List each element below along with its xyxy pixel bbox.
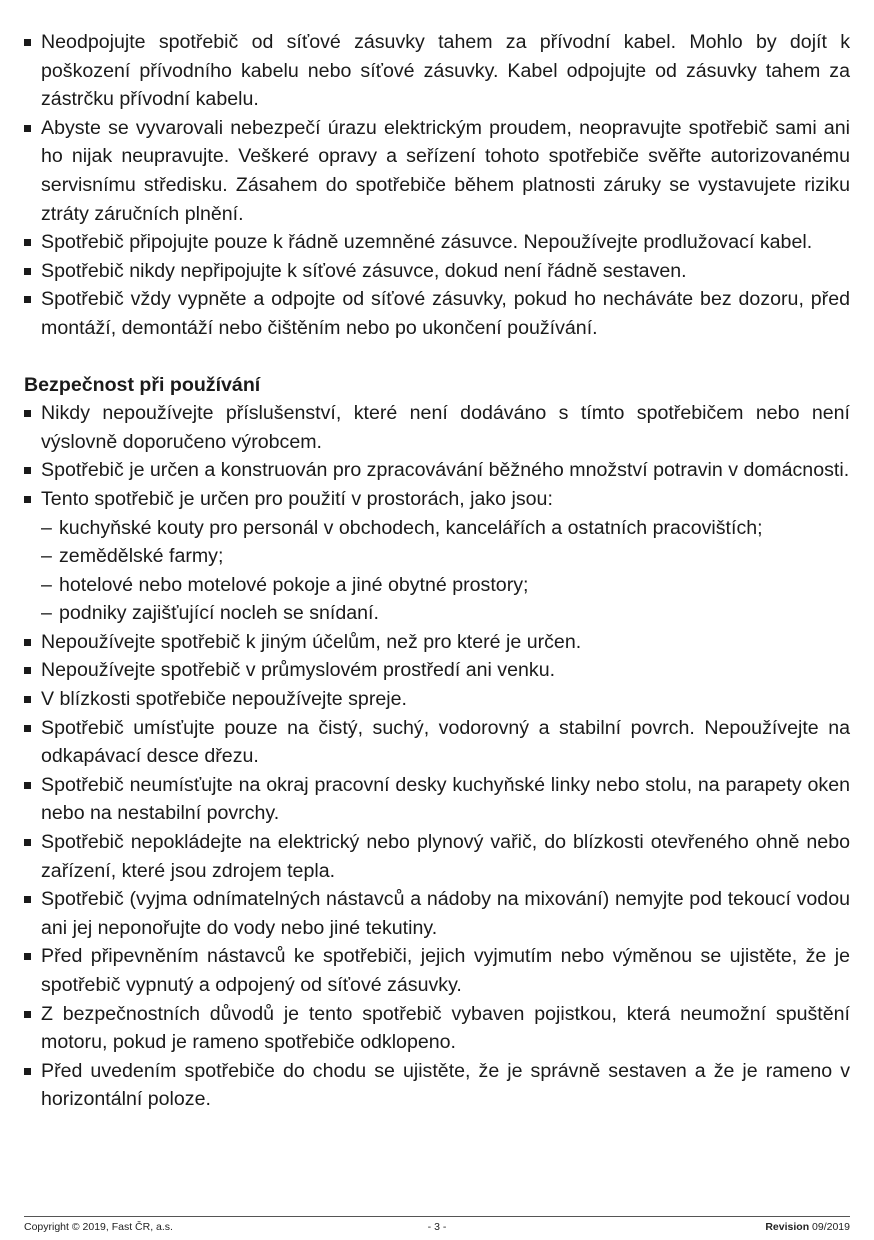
list-item: Abyste se vyvarovali nebezpečí úrazu elektrickým proudem, neopravujte spotřebič sami ani ho nijak neupravujte. Veškeré opravy a seřízení tohoto spotřebiče svěřte autorizovanému servisnímu středisku. Zásahem do spotřebiče během platnosti záruky se vystavujete riziku ztráty záručních plnění. <box>24 114 850 228</box>
list-item: Z bezpečnostních důvodů je tento spotřebič vybaven pojistkou, která neumožní spuštění motoru, pokud je rameno spotřebiče odklopeno. <box>24 1000 850 1057</box>
sub-list-item <box>41 599 850 628</box>
revision-info <box>765 1220 850 1234</box>
list-item: Spotřebič vždy vypněte a odpojte od síťové zásuvky, pokud ho necháváte bez dozoru, před montáží, demontáží nebo čištěním nebo po ukončení používání. <box>24 285 850 342</box>
dash-marker: – <box>41 602 52 625</box>
document-body <box>24 28 850 1114</box>
sub-list-item <box>41 514 850 543</box>
list-item: Spotřebič neumísťujte na okraj pracovní desky kuchyňské linky nebo stolu, na parapety oken nebo na nestabilní povrchy. <box>24 771 850 828</box>
usage-intro-text: Tento spotřebič je určen pro použití v prostorách, jako jsou: <box>41 487 553 510</box>
revision-label: Revision <box>765 1221 810 1233</box>
list-item: Neodpojujte spotřebič od síťové zásuvky tahem za přívodní kabel. Mohlo by dojít k poškození přívodního kabelu nebo síťové zásuvky. Kabel odpojujte od zásuvky tahem za zástrčku přívodní kabelu. <box>24 28 850 114</box>
dash-marker: – <box>41 545 52 568</box>
list-item: Před připevněním nástavců ke spotřebiči, jejich vyjmutím nebo výměnou se ujistěte, že je spotřebič vypnutý a odpojený od síťové zásuvky. <box>24 942 850 999</box>
dash-marker: – <box>41 573 52 596</box>
list-item: Spotřebič umísťujte pouze na čistý, suchý, vodorovný a stabilní povrch. Nepoužívejte na odkapávací desce dřezu. <box>24 714 850 771</box>
section-heading: Bezpečnost při používání <box>24 373 261 396</box>
list-item: Spotřebič (vyjma odnímatelných nástavců a nádoby na mixování) nemyjte pod tekoucí vodou ani jej neponořujte do vody nebo jiné tekutiny. <box>24 885 850 942</box>
list-item: Spotřebič nikdy nepřipojujte k síťové zásuvce, dokud není řádně sestaven. <box>24 257 850 286</box>
sub-list-item-text: kuchyňské kouty pro personál v obchodech, kancelářích a ostatních pracovištích; <box>59 516 763 539</box>
usage-locations-sublist <box>41 514 850 628</box>
copyright-notice: Copyright © 2019, Fast ČR, a.s. <box>24 1221 173 1233</box>
sub-list-item-text: hotelové nebo motelové pokoje a jiné obytné prostory; <box>59 573 529 596</box>
footer-divider <box>24 1216 850 1217</box>
sub-list-item-text: zemědělské farmy; <box>59 545 224 568</box>
revision-date: 09/2019 <box>812 1221 850 1233</box>
list-item: Nepoužívejte spotřebič k jiným účelům, než pro které je určen. <box>24 628 850 657</box>
sub-list-item <box>41 542 850 571</box>
dash-marker: – <box>41 516 52 539</box>
list-item: Před uvedením spotřebiče do chodu se ujistěte, že je správně sestaven a že je rameno v horizontální poloze. <box>24 1057 850 1114</box>
sub-list-item <box>41 571 850 600</box>
list-item: V blízkosti spotřebiče nepoužívejte spreje. <box>24 685 850 714</box>
list-item: Nepoužívejte spotřebič v průmyslovém prostředí ani venku. <box>24 656 850 685</box>
list-item: Spotřebič nepokládejte na elektrický nebo plynový vařič, do blízkosti otevřeného ohně nebo zařízení, které jsou zdrojem tepla. <box>24 828 850 885</box>
power-safety-list <box>24 28 850 343</box>
usage-safety-list <box>24 399 850 1114</box>
list-item: Nikdy nepoužívejte příslušenství, které není dodáváno s tímto spotřebičem nebo není výslovně doporučeno výrobcem. <box>24 399 850 456</box>
list-item: Spotřebič připojujte pouze k řádně uzemněné zásuvce. Nepoužívejte prodlužovací kabel. <box>24 228 850 257</box>
page-number: - 3 - <box>427 1221 447 1233</box>
page-footer <box>24 1220 850 1236</box>
sub-list-item-text: podniky zajišťující nocleh se snídaní. <box>59 602 379 625</box>
list-item-usage-locations <box>24 485 850 628</box>
list-item: Spotřebič je určen a konstruován pro zpracovávání běžného množství potravin v domácnosti. <box>24 456 850 485</box>
